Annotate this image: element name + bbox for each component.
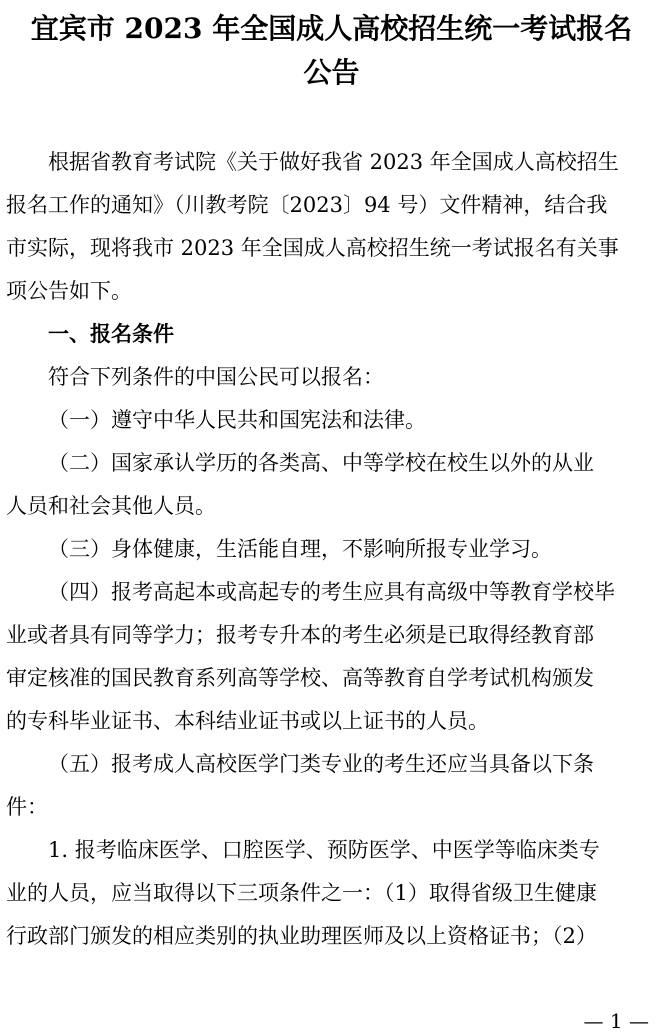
item-1-line-2: 业的人员，应当取得以下三项条件之一：（1）取得省级卫生健康	[6, 881, 597, 905]
intro-paragraph-line-2: 报名工作的通知》（川教考院〔2023〕94 号）文件精神，结合我	[6, 193, 608, 217]
document-title-line-2: 公告	[303, 56, 360, 89]
document-title-line-1: 宜宾市 2023 年全国成人高校招生统一考试报名	[30, 12, 633, 45]
condition-4-line-3: 审定核准的国民教育系列高等学校、高等教育自学考试机构颁发	[6, 666, 594, 690]
intro-paragraph-line-4: 项公告如下。	[6, 279, 132, 303]
conditions-intro: 符合下列条件的中国公民可以报名：	[48, 365, 384, 389]
page-number: — 1 —	[583, 1009, 649, 1033]
item-1-line-1: 1. 报考临床医学、口腔医学、预防医学、中医学等临床类专	[48, 838, 600, 862]
condition-1: （一）遵守中华人民共和国宪法和法律。	[48, 408, 426, 432]
condition-5-line-1: （五）报考成人高校医学门类专业的考生还应当具备以下条	[48, 752, 594, 776]
condition-5-line-2: 件：	[6, 795, 48, 819]
section-heading-registration-conditions: 一、报名条件	[48, 322, 174, 346]
condition-4-line-1: （四）报考高起本或高起专的考生应具有高级中等教育学校毕	[48, 580, 615, 604]
condition-4-line-4: 的专科毕业证书、本科结业证书或以上证书的人员。	[6, 709, 489, 733]
condition-3: （三）身体健康，生活能自理，不影响所报专业学习。	[48, 537, 552, 561]
item-1-line-3: 行政部门颁发的相应类别的执业助理医师及以上资格证书；（2）	[6, 924, 597, 948]
intro-paragraph-line-3: 市实际，现将我市 2023 年全国成人高校招生统一考试报名有关事	[6, 236, 619, 260]
condition-2-line-1: （二）国家承认学历的各类高、中等学校在校生以外的从业	[48, 451, 594, 475]
condition-2-line-2: 人员和社会其他人员。	[6, 494, 216, 518]
condition-4-line-2: 业或者具有同等学力；报考专升本的考生必须是已取得经教育部	[6, 623, 594, 647]
intro-paragraph-line-1: 根据省教育考试院《关于做好我省 2023 年全国成人高校招生	[48, 150, 619, 174]
